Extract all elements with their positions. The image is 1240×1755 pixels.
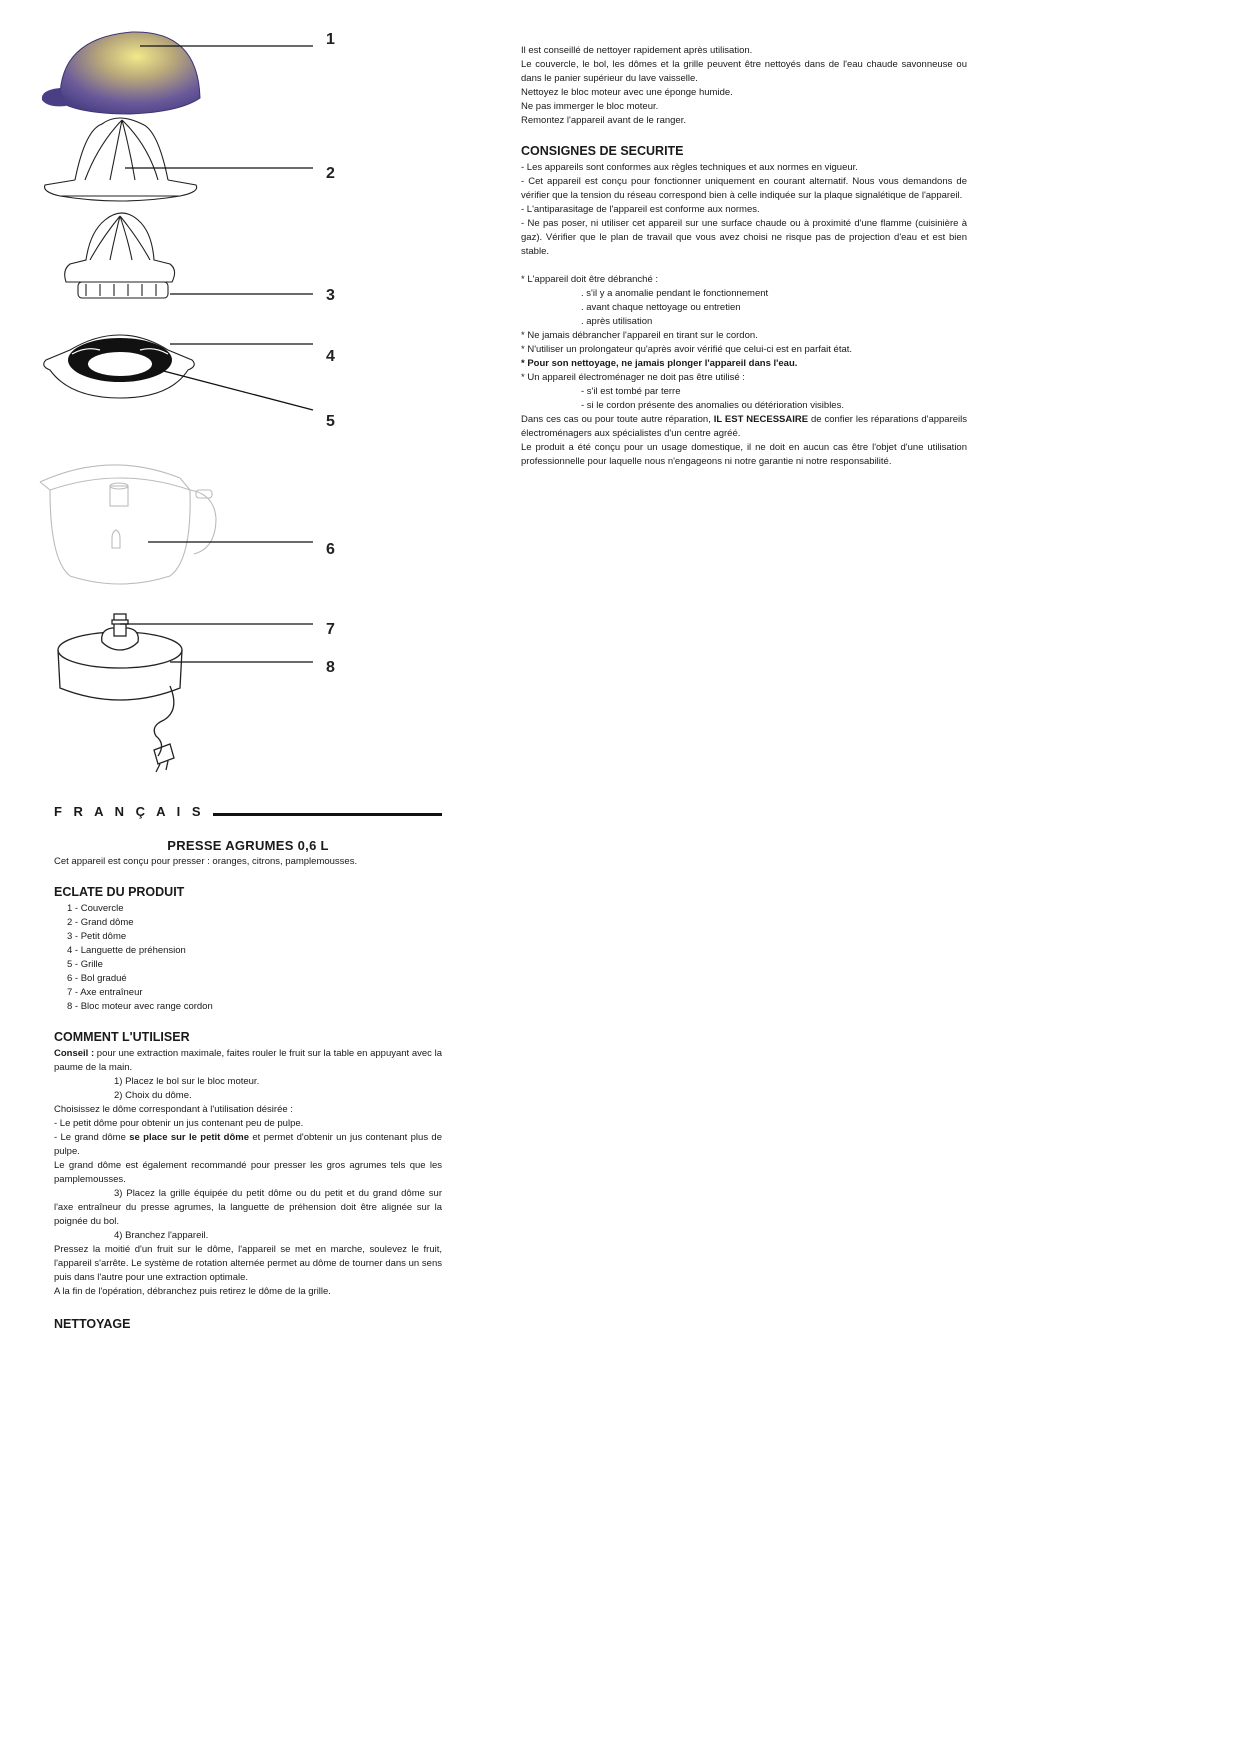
repair-text-a: Dans ces cas ou pour toute autre réparation, [521, 414, 714, 425]
unplug-heading: * L'appareil doit être débranché : [521, 274, 659, 285]
cleaning-heading: NETTOYAGE [54, 1317, 131, 1331]
repair-text-c: de confier les réparations d'appareils électroménagers aux spécialistes d'un centre agréé. [521, 414, 967, 439]
spacer [521, 259, 967, 273]
language-rule [213, 813, 442, 816]
language-header [54, 800, 442, 822]
repair-text-bold: IL EST NECESSAIRE [713, 414, 809, 425]
part-number-5: 5 [326, 413, 335, 430]
part-number-2: 2 [326, 165, 335, 182]
small-dome-illustration [65, 213, 313, 298]
part-item: 5 - Grille [67, 959, 103, 970]
cleaning-line: Le couvercle, le bol, les dômes et la grille peuvent être nettoyés dans de l'eau chaude savonneuse ou dans le panier supérieur du lave vaisselle. [521, 59, 967, 84]
step-3: 3) Placez la grille équipée du petit dôme ou du petit et du grand dôme sur l'axe entraîneur du presse agrumes, la languette de préhension doit être alignée sur la poignée du bol. [54, 1188, 442, 1227]
usage-heading: COMMENT L'UTILISER [54, 1030, 190, 1044]
part-number-7: 7 [326, 621, 335, 638]
safety-heading: CONSIGNES DE SECURITE [521, 144, 684, 158]
eclate-heading: ECLATE DU PRODUIT [54, 885, 185, 899]
safety-line: - Ne pas poser, ni utiliser cet appareil sur une surface chaude ou à proximité d'une flamme (cuisinière à gaz). Vérifier que le plan de travail que vous avez choisi ne risque pas de projection d'eau et est bien stable. [521, 218, 967, 257]
intro-text: Cet appareil est conçu pour presser : oranges, citrons, pamplemousses. [54, 856, 358, 867]
advice-paragraph [54, 1047, 442, 1075]
safety-line: - Cet appareil est conçu pour fonctionner uniquement en courant alternatif. Nous vous demandons de vérifier que la tension du réseau correspond bien à celle indiquée sur la plaque signalétique de l'appareil. [521, 176, 967, 201]
appliance-warning: * Un appareil électroménager ne doit pas être utilisé : [521, 372, 745, 383]
immersion-warning: * Pour son nettoyage, ne jamais plonger l'appareil dans l'eau. [521, 358, 798, 369]
part-item: 8 - Bloc moteur avec range cordon [67, 1001, 213, 1012]
unplug-item: . après utilisation [581, 316, 653, 327]
large-dome-text-c: et permet d'obtenir un jus contenant plus de pulpe. [54, 1132, 443, 1157]
right-column [521, 44, 967, 469]
language-title: F R A N Ç A I S [54, 803, 205, 819]
step-2: 2) Choix du dôme. [114, 1090, 192, 1101]
part-number-3: 3 [326, 287, 335, 304]
part-item: 2 - Grand dôme [67, 917, 134, 928]
strainer-illustration [44, 335, 313, 410]
part-item: 1 - Couvercle [67, 903, 124, 914]
advice-text: pour une extraction maximale, faites rouler le fruit sur la table en appuyant avec la paume de la main. [54, 1048, 442, 1073]
part-item: 3 - Petit dôme [67, 931, 127, 942]
press-text: Pressez la moitié d'un fruit sur le dôme, l'appareil se met en marche, soulevez le fruit, l'appareil s'arrête. Le système de rotation alternée permet au dôme de tourner dans un sens puis dans l'autre pour une extraction optimale. [54, 1244, 442, 1283]
step-4: 4) Branchez l'appareil. [114, 1230, 209, 1241]
exploded-diagram [30, 20, 360, 780]
bowl-illustration [40, 465, 313, 584]
appliance-item: - si le cordon présente des anomalies ou détérioration visibles. [581, 400, 844, 411]
step-1: 1) Placez le bol sur le bloc moteur. [114, 1076, 260, 1087]
large-dome-text-bold: se place sur le petit dôme [129, 1132, 250, 1143]
safety-line: - Les appareils sont conformes aux règles techniques et aux normes en vigueur. [521, 162, 858, 173]
choose-dome-text: Choisissez le dôme correspondant à l'utilisation désirée : [54, 1104, 293, 1115]
part-item: 7 - Axe entraîneur [67, 987, 143, 998]
cleaning-line: Remontez l'appareil avant de le ranger. [521, 115, 686, 126]
part-item: 4 - Languette de préhension [67, 945, 186, 956]
extension-warning: * N'utiliser un prolongateur qu'après avoir vérifié que celui-ci est en parfait état. [521, 344, 853, 355]
part-number-6: 6 [326, 541, 335, 558]
product-diagram-svg [30, 20, 360, 780]
large-dome-recommendation: Le grand dôme est également recommandé pour presser les gros agrumes tels que les pamplemousses. [54, 1160, 442, 1185]
end-text: A la fin de l'opération, débranchez puis retirez le dôme de la grille. [54, 1286, 331, 1297]
domestic-use-text: Le produit a été conçu pour un usage domestique, il ne doit en aucun cas être l'objet d'une utilisation professionnelle pour laquelle nous n'engageons ni notre garantie ni notre responsabilité. [521, 442, 967, 467]
parts-list [54, 902, 442, 1014]
safety-line: - L'antiparasitage de l'appareil est conforme aux normes. [521, 204, 760, 215]
cord-warning: * Ne jamais débrancher l'appareil en tirant sur le cordon. [521, 330, 758, 341]
part-number-1: 1 [326, 31, 335, 48]
left-column [54, 800, 442, 1334]
small-dome-text: - Le petit dôme pour obtenir un jus contenant peu de pulpe. [54, 1118, 304, 1129]
part-number-4: 4 [326, 348, 335, 365]
lid-illustration [42, 32, 313, 114]
page-title: PRESSE AGRUMES 0,6 L [167, 838, 329, 853]
part-item: 6 - Bol gradué [67, 973, 127, 984]
advice-label: Conseil : [54, 1048, 95, 1059]
appliance-item: - s'il est tombé par terre [581, 386, 681, 397]
large-dome-illustration [45, 118, 313, 201]
part-number-8: 8 [326, 659, 335, 676]
large-dome-text-a: - Le grand dôme [54, 1132, 130, 1143]
large-dome-text [54, 1131, 442, 1159]
cleaning-line: Ne pas immerger le bloc moteur. [521, 101, 659, 112]
repair-text [521, 413, 967, 441]
cleaning-line: Nettoyez le bloc moteur avec une éponge humide. [521, 87, 733, 98]
unplug-item: . avant chaque nettoyage ou entretien [581, 302, 741, 313]
motor-base-illustration [58, 614, 313, 772]
unplug-item: . s'il y a anomalie pendant le fonctionnement [581, 288, 769, 299]
cleaning-line: Il est conseillé de nettoyer rapidement après utilisation. [521, 45, 753, 56]
